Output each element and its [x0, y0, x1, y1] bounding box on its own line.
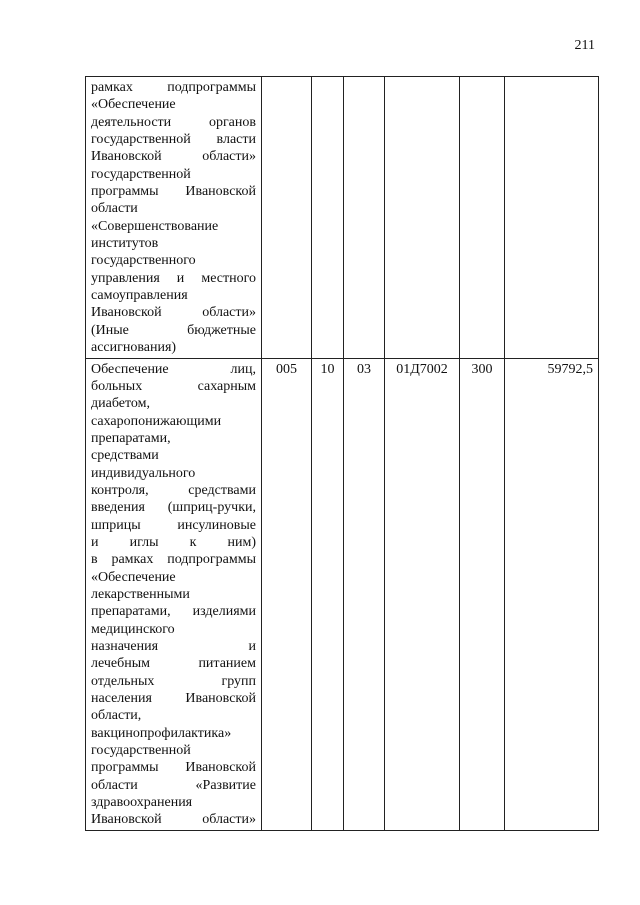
description-line: «Обеспечение	[91, 97, 176, 113]
description-line: медицинского	[91, 621, 175, 637]
expense-description-cell	[86, 77, 262, 359]
description-line: институтов	[91, 236, 159, 252]
description-line: введения (шприц-ручки,	[91, 500, 256, 516]
description-line: средствами	[91, 448, 159, 464]
subsection-cell: 03	[344, 358, 385, 830]
description-line: деятельности органов	[91, 114, 256, 130]
description-line: области «Развитие	[91, 777, 256, 793]
amount-cell	[505, 77, 599, 359]
description-line: препаратами,	[91, 430, 171, 446]
description-line: программы Ивановской	[91, 184, 256, 200]
description-line: (Иные бюджетные	[91, 322, 256, 338]
grbs-cell: 005	[262, 358, 312, 830]
description-line: области	[91, 201, 138, 217]
expense-type-cell	[460, 77, 505, 359]
description-line: контроля, средствами	[91, 482, 256, 498]
description-line: программы Ивановской	[91, 760, 256, 776]
description-line: индивидуального	[91, 465, 196, 481]
description-line: области,	[91, 708, 142, 724]
description-line: ассигнования)	[91, 340, 177, 356]
target-article-cell: 01Д7002	[385, 358, 460, 830]
description-line: государственной власти	[91, 132, 256, 148]
description-line: Ивановской области»	[91, 149, 256, 165]
description-line: сахаропонижающими	[91, 413, 222, 429]
amount-cell: 59792,5	[505, 358, 599, 830]
expense-description-cell	[86, 358, 262, 830]
description-line: Ивановской области»	[91, 305, 256, 321]
description-line: «Совершенствование	[91, 218, 219, 234]
description-line: управления и местного	[91, 270, 256, 286]
table-row	[86, 77, 599, 359]
description-line: больных сахарным	[91, 378, 256, 394]
subsection-cell	[344, 77, 385, 359]
description-line: в рамках подпрограммы	[91, 552, 256, 568]
description-line: Ивановской области»	[91, 812, 256, 828]
description-line: лекарственными	[91, 586, 190, 602]
description-line: лечебным питанием	[91, 656, 256, 672]
description-line: отдельных групп	[91, 673, 256, 689]
grbs-cell	[262, 77, 312, 359]
description-line: государственного	[91, 253, 196, 269]
description-line: государственной	[91, 743, 191, 759]
description-line: государственной	[91, 166, 191, 182]
description-line: рамках подпрограммы	[91, 80, 256, 95]
description-line: самоуправления	[91, 288, 188, 304]
target-article-cell	[385, 77, 460, 359]
section-cell	[312, 77, 344, 359]
description-line: вакцинопрофилактика»	[91, 725, 232, 741]
description-line: препаратами, изделиями	[91, 604, 256, 620]
description-line: и иглы к ним)	[91, 534, 256, 550]
description-line: здравоохранения	[91, 795, 193, 811]
expense-description	[91, 361, 256, 829]
description-line: Обеспечение лиц,	[91, 361, 256, 377]
page-number: 211	[574, 38, 595, 53]
expense-description	[91, 79, 256, 357]
section-cell: 10	[312, 358, 344, 830]
budget-table	[85, 76, 599, 831]
table-row	[86, 358, 599, 830]
description-line: назначения и	[91, 639, 256, 654]
description-line: «Обеспечение	[91, 569, 176, 585]
description-line: населения Ивановской	[91, 691, 256, 707]
description-line: диабетом,	[91, 396, 151, 412]
expense-type-cell: 300	[460, 358, 505, 830]
description-line: шприцы инсулиновые	[91, 517, 256, 533]
